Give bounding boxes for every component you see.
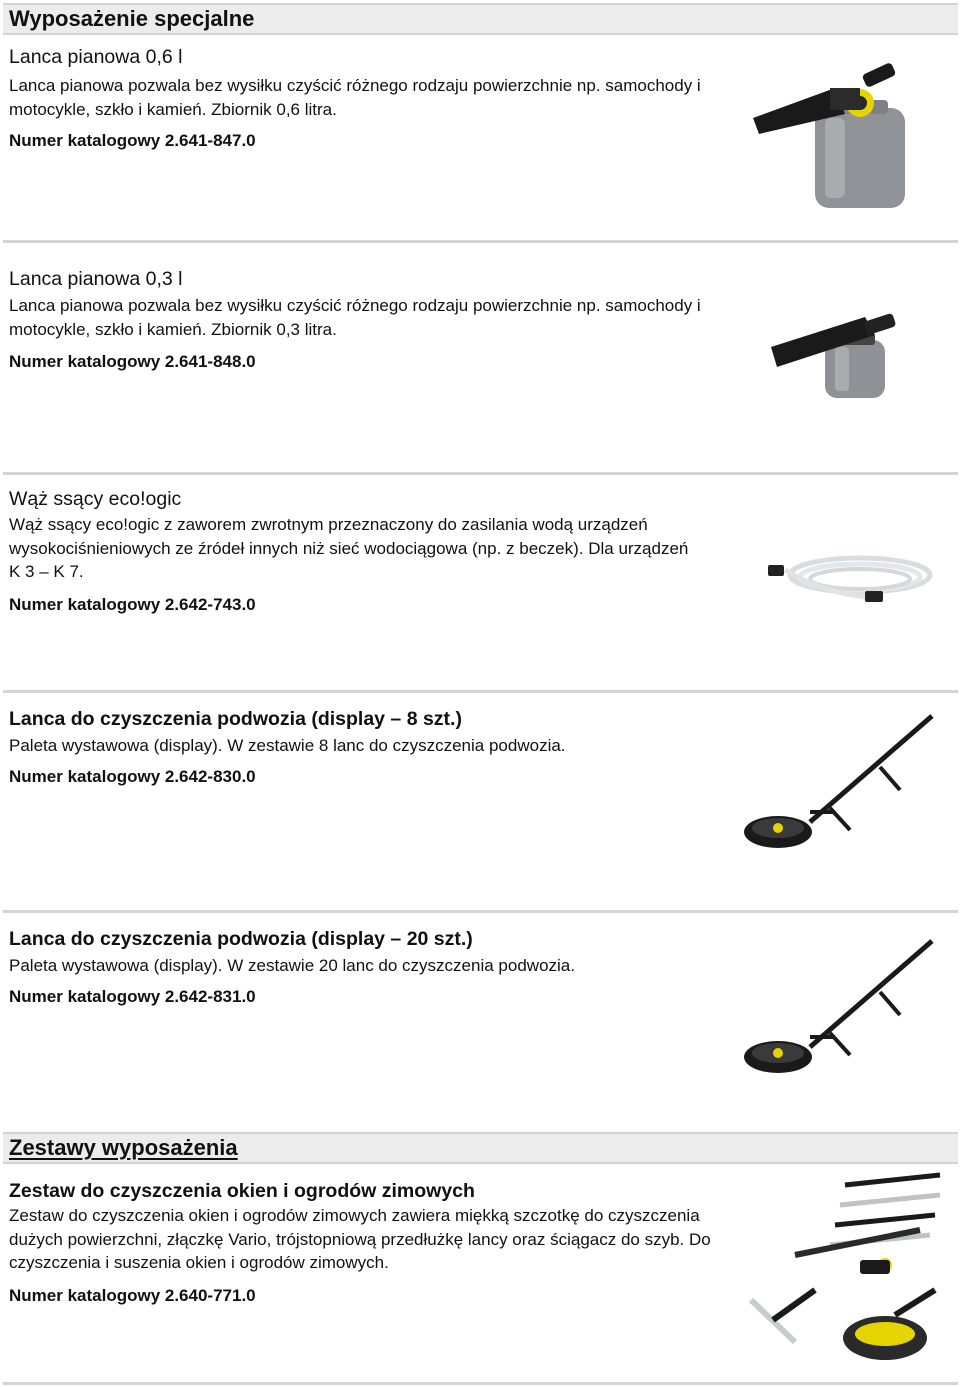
product-description: Paleta wystawowa (display). W zestawie 20 lanc do czyszczenia podwozia. <box>9 956 575 975</box>
product-description: Zestaw do czyszczenia okien i ogrodów zimowych zawiera miękką szczotkę do czyszczenia dużych powierzchni, złączkę Vario, trójstopniową przedłużkę lancy oraz ściągacz do szyb. Do czyszczenia i suszenia okien i ogrodów zimowych. <box>9 1206 711 1272</box>
section-header-kits <box>3 1132 958 1164</box>
product-catalog-number: Numer katalogowy 2.642-831.0 <box>9 987 256 1006</box>
product-catalog-number: Numer katalogowy 2.641-848.0 <box>9 352 256 371</box>
separator <box>3 240 958 243</box>
foam-lance-small-icon <box>765 305 925 405</box>
separator <box>3 1382 958 1385</box>
product-title: Lanca pianowa 0,6 l <box>9 46 183 68</box>
product-description: Lanca pianowa pozwala bez wysiłku czyścić różnego rodzaju powierzchnie np. samochody i motocykle, szkło i kamień. Zbiornik 0,3 litra. <box>9 296 701 339</box>
product-catalog-number: Numer katalogowy 2.641-847.0 <box>9 131 256 150</box>
product-title: Lanca do czyszczenia podwozia (display – 20 szt.) <box>9 928 473 950</box>
product-title: Lanca do czyszczenia podwozia (display – 8 szt.) <box>9 708 462 730</box>
separator <box>3 690 958 693</box>
foam-lance-large-icon <box>745 48 920 218</box>
underbody-lance-icon <box>740 712 940 857</box>
product-description: Wąż ssący eco!ogic z zaworem zwrotnym przeznaczony do zasilania wodą urządzeń wysokociśnieniowych ze źródeł innych niż sieć wodociągowa (np. z beczek). Dla urządzeń K 3 – K 7. <box>9 515 689 581</box>
suction-hose-icon <box>765 545 945 615</box>
product-catalog-number: Numer katalogowy 2.642-830.0 <box>9 767 256 786</box>
product-catalog-number: Numer katalogowy 2.642-743.0 <box>9 595 256 614</box>
window-cleaning-kit-icon <box>745 1170 955 1370</box>
underbody-lance-icon <box>740 937 940 1082</box>
product-title: Zestaw do czyszczenia okien i ogrodów zimowych <box>9 1180 475 1202</box>
section-header-special <box>3 3 958 35</box>
product-title: Wąż ssący eco!ogic <box>9 488 182 510</box>
product-catalog-number: Numer katalogowy 2.640-771.0 <box>9 1286 256 1305</box>
product-description: Lanca pianowa pozwala bez wysiłku czyścić różnego rodzaju powierzchnie np. samochody i motocykle, szkło i kamień. Zbiornik 0,6 litra. <box>9 76 701 119</box>
separator <box>3 910 958 913</box>
section-title: Wyposażenie specjalne <box>9 6 255 31</box>
product-description: Paleta wystawowa (display). W zestawie 8 lanc do czyszczenia podwozia. <box>9 736 566 755</box>
section-title: Zestawy wyposażenia <box>9 1135 238 1160</box>
separator <box>3 472 958 475</box>
product-title: Lanca pianowa 0,3 l <box>9 268 183 290</box>
